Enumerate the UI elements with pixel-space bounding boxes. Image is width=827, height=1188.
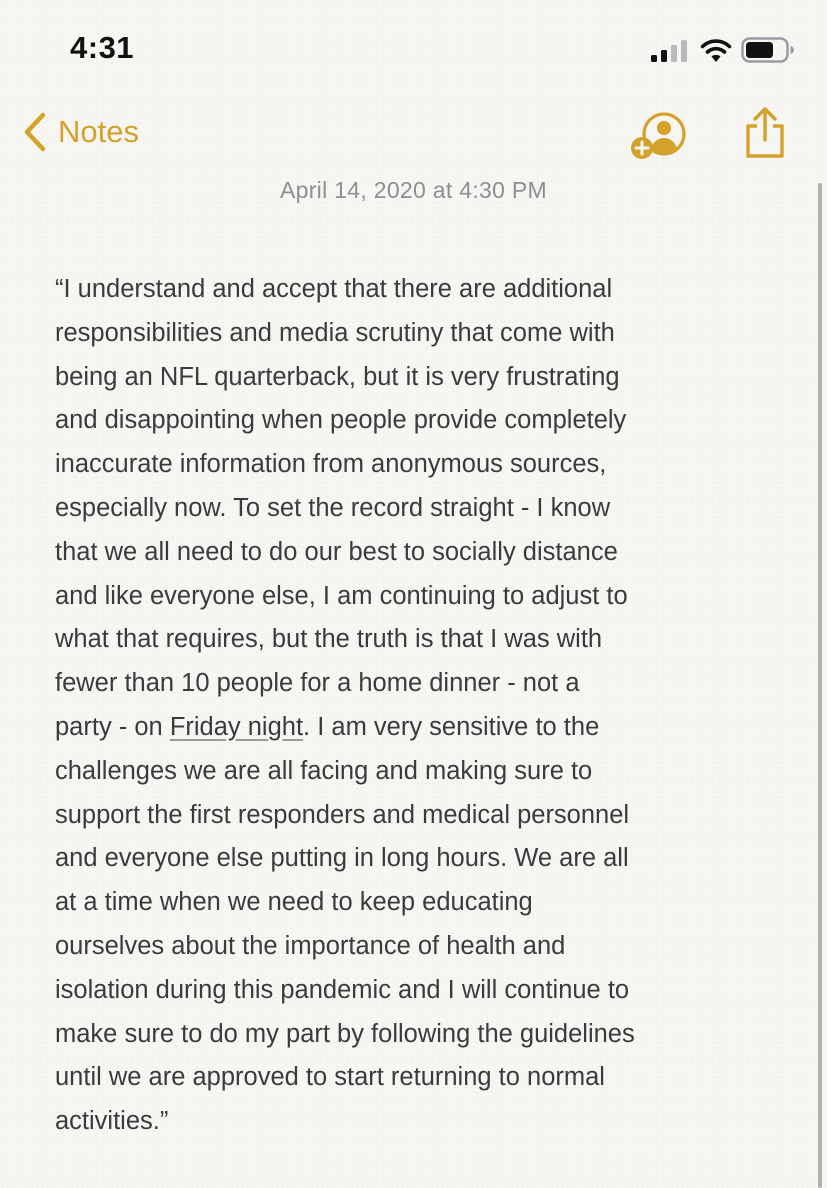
note-line: what that requires, but the truth is that I was with — [55, 625, 603, 654]
note-line: make sure to do my part by following the guidelines — [55, 1019, 635, 1048]
note-line: until we are approved to start returning to normal — [55, 1063, 605, 1092]
date-link[interactable]: Friday night — [169, 712, 304, 741]
note-line: and disappointing when people provide completely — [55, 406, 627, 435]
note-line — [55, 706, 795, 750]
note-line: “I understand and accept that there are additional — [55, 275, 613, 303]
note-line: and everyone else putting in long hours. We are all — [55, 844, 629, 873]
note-text: party - on — [55, 712, 170, 741]
note-line: activities.” — [55, 1107, 169, 1136]
nav-bar — [0, 100, 827, 170]
note-line: isolation during this pandemic and I will continue to — [55, 975, 630, 1004]
note-line: at a time when we need to keep educating — [55, 888, 533, 917]
note-line: support the first responders and medical personnel — [55, 800, 630, 829]
note-line: being an NFL quarterback, but it is very frustrating — [55, 362, 620, 391]
battery-icon — [741, 37, 795, 63]
note-date: April 14, 2020 at 4:30 PM — [279, 177, 548, 203]
cellular-signal-icon — [651, 40, 689, 62]
back-label: Notes — [58, 114, 139, 149]
note-line: challenges we are all facing and making sure to — [55, 756, 593, 785]
add-person-icon[interactable] — [628, 110, 688, 162]
note-line: and like everyone else, I am continuing to adjust to — [55, 581, 628, 610]
share-icon[interactable] — [740, 106, 790, 160]
note-line: ourselves about the importance of health and — [55, 931, 566, 960]
note-text: . I am very sensitive to the — [303, 712, 600, 741]
back-button[interactable] — [22, 110, 139, 154]
wifi-icon — [699, 37, 733, 63]
chevron-left-icon — [22, 110, 48, 154]
note-line: fewer than 10 people for a home dinner - not a — [55, 669, 580, 698]
status-bar — [0, 0, 827, 100]
status-time: 4:31 — [70, 30, 135, 65]
note-line: inaccurate information from anonymous sources, — [55, 450, 607, 479]
scroll-indicator[interactable] — [818, 183, 822, 1188]
note-body[interactable] — [55, 268, 795, 1144]
note-line: that we all need to do our best to socially distance — [55, 537, 618, 566]
note-line: responsibilities and media scrutiny that come with — [55, 318, 615, 347]
note-line: especially now. To set the record straight - I know — [55, 493, 611, 522]
